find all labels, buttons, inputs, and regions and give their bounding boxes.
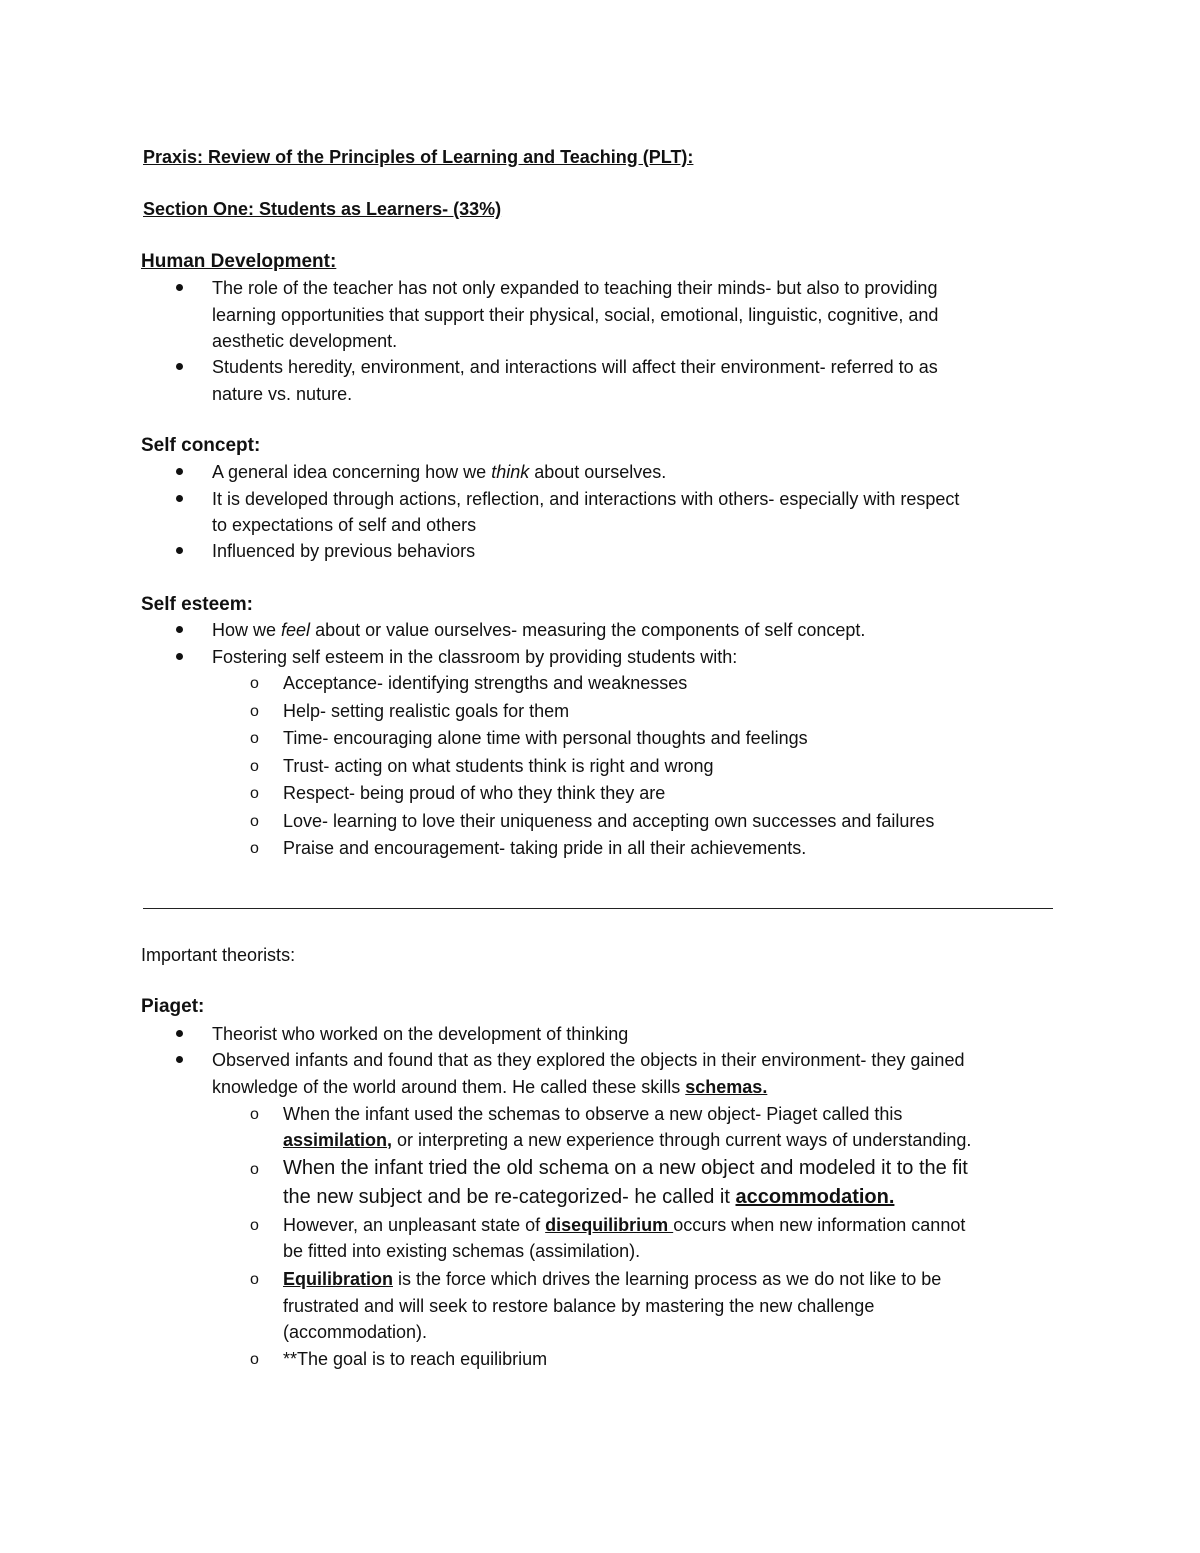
se-sub-item: Love- learning to love their uniqueness and accepting own successes and failures (283, 811, 935, 831)
se-sub-item: Help- setting realistic goals for them (283, 701, 570, 721)
circle-bullet-icon: o (250, 1106, 259, 1123)
circle-bullet-icon: o (250, 675, 259, 692)
bullet-icon (176, 1056, 183, 1063)
bullet-icon (176, 468, 183, 475)
bullet-icon (176, 495, 183, 502)
piaget-sub1-line2: assimilation, or interpreting a new experience through current ways of understanding. (283, 1130, 972, 1150)
hd-bullet2-line2: nature vs. nuture. (212, 384, 353, 404)
bullet-icon (176, 653, 183, 660)
se-bullet2: Fostering self esteem in the classroom by providing students with: (212, 647, 738, 667)
se-sub-item: Trust- acting on what students think is right and wrong (283, 756, 714, 776)
piaget-sub2-line1: When the infant tried the old schema on a new object and modeled it to the fit (283, 1157, 968, 1179)
se-sub-item: Time- encouraging alone time with personal thoughts and feelings (283, 728, 808, 748)
piaget-sub5: **The goal is to reach equilibrium (283, 1349, 548, 1369)
piaget-sub3-line2: be fitted into existing schemas (assimilation). (283, 1241, 641, 1261)
circle-bullet-icon: o (250, 1351, 259, 1368)
bullet-icon (176, 284, 183, 291)
self-concept-heading: Self concept: (141, 435, 261, 456)
circle-bullet-icon: o (250, 1217, 259, 1234)
piaget-sub3-line1: However, an unpleasant state of disequilibrium occurs when new information cannot (283, 1215, 966, 1235)
piaget-sub2-line2: the new subject and be re-categorized- he called it accommodation. (283, 1186, 895, 1208)
se-sub-item: Praise and encouragement- taking pride in all their achievements. (283, 838, 807, 858)
horizontal-divider (143, 908, 1053, 909)
sc-bullet2-line1: It is developed through actions, reflection, and interactions with others- especially with respect (212, 489, 960, 509)
piaget-bullet2-line2: knowledge of the world around them. He called these skills schemas. (212, 1077, 768, 1097)
bullet-icon (176, 626, 183, 633)
bullet-icon (176, 363, 183, 370)
piaget-bullet2-line1: Observed infants and found that as they explored the objects in their environment- they gained (212, 1050, 965, 1070)
circle-bullet-icon: o (250, 785, 259, 802)
important-theorists-label: Important theorists: (141, 945, 296, 965)
piaget-bullet1: Theorist who worked on the development of thinking (212, 1024, 629, 1044)
piaget-sub1-line1: When the infant used the schemas to observe a new object- Piaget called this (283, 1104, 903, 1124)
circle-bullet-icon: o (250, 840, 259, 857)
bullet-icon (176, 547, 183, 554)
se-sub-item: Acceptance- identifying strengths and weaknesses (283, 673, 688, 693)
document-title: Praxis: Review of the Principles of Learning and Teaching (PLT): (143, 147, 694, 167)
hd-bullet1-line3: aesthetic development. (212, 331, 398, 351)
piaget-sub4-line2: frustrated and will seek to restore balance by mastering the new challenge (283, 1296, 875, 1316)
piaget-heading: Piaget: (141, 996, 205, 1017)
bullet-icon (176, 1030, 183, 1037)
self-esteem-heading: Self esteem: (141, 594, 253, 615)
se-sub-item: Respect- being proud of who they think they are (283, 783, 666, 803)
sc-bullet1: A general idea concerning how we think about ourselves. (212, 462, 667, 482)
circle-bullet-icon: o (250, 758, 259, 775)
piaget-sub4-line3: (accommodation). (283, 1322, 428, 1342)
hd-bullet1-line1: The role of the teacher has not only expanded to teaching their minds- but also to providing (212, 278, 938, 298)
circle-bullet-icon: o (250, 703, 259, 720)
circle-bullet-icon: o (250, 730, 259, 747)
circle-bullet-icon: o (250, 813, 259, 830)
hd-bullet1-line2: learning opportunities that support their physical, social, emotional, linguistic, cognitive, and (212, 305, 939, 325)
sc-bullet2-line2: to expectations of self and others (212, 515, 477, 535)
circle-bullet-icon: o (250, 1161, 259, 1178)
sc-bullet3: Influenced by previous behaviors (212, 541, 476, 561)
circle-bullet-icon: o (250, 1271, 259, 1288)
human-development-heading: Human Development: (141, 251, 337, 272)
piaget-sub4-line1: Equilibration is the force which drives the learning process as we do not like to be (283, 1269, 942, 1289)
section-one-heading: Section One: Students as Learners- (33%) (143, 199, 502, 219)
hd-bullet2-line1: Students heredity, environment, and interactions will affect their environment- referred to as (212, 357, 938, 377)
se-bullet1: How we feel about or value ourselves- measuring the components of self concept. (212, 620, 866, 640)
